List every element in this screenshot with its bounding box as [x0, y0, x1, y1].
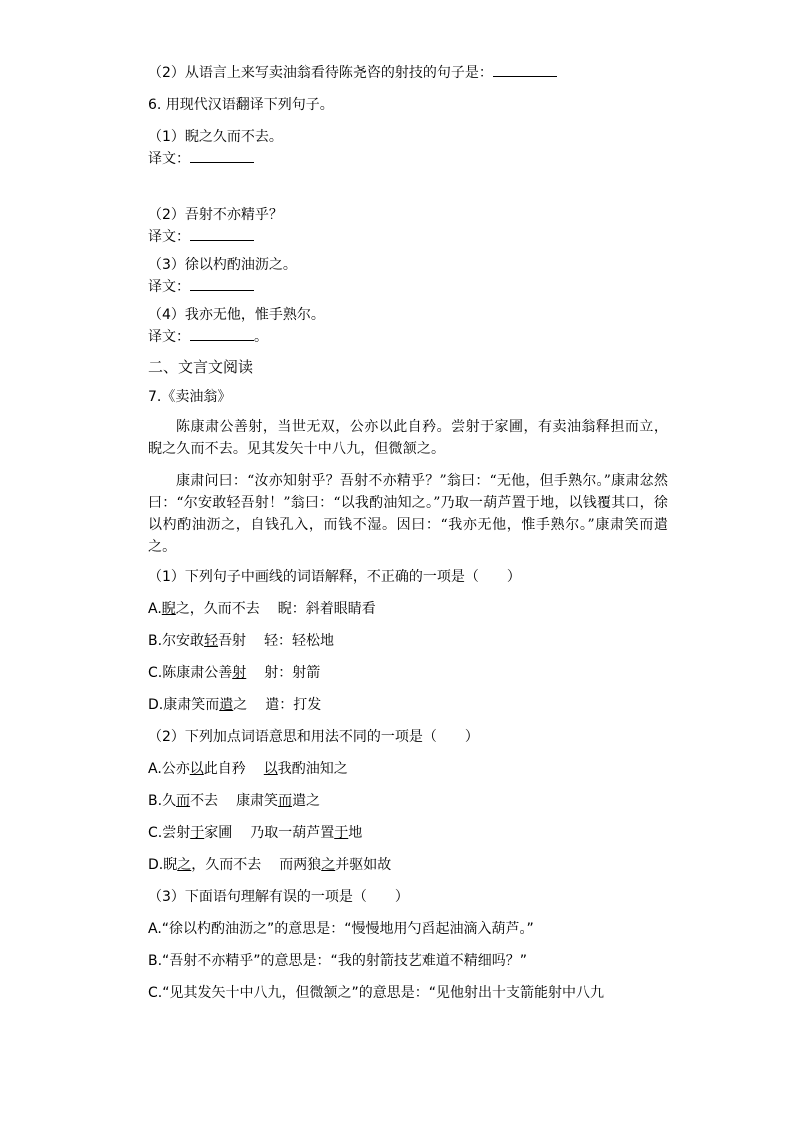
option-sentence: 乃取一葫芦置 [250, 825, 335, 841]
answer-blank[interactable] [493, 62, 557, 77]
option-letter: A. [148, 761, 162, 777]
q7-title: 7.《卖油翁》 [148, 389, 232, 405]
underlined-word: 射 [232, 665, 247, 681]
dotted-word: 而 [278, 793, 293, 809]
q7-sub2-option-d[interactable] [148, 854, 668, 876]
option-sentence: ，久而不去 [191, 857, 262, 873]
dotted-word: 以 [263, 761, 278, 777]
q7-sub3-stem: （3）下面语句理解有误的一项是（ ） [148, 889, 409, 905]
q7-sub1-stem: （1）下列句子中画线的词语解释，不正确的一项是（ ） [148, 569, 521, 585]
option-letter: A. [148, 601, 162, 617]
dotted-word: 之 [321, 857, 336, 873]
q6-title: 6. 用现代汉语翻译下列句子。 [148, 97, 334, 113]
option-sentence: 睨 [163, 857, 178, 873]
q6-answer-1 [148, 148, 668, 170]
dotted-word: 而 [176, 793, 191, 809]
option-sentence: 不去 [190, 793, 219, 809]
option-letter: D. [148, 857, 164, 873]
q7-sub1-option-b[interactable] [148, 630, 668, 652]
q7-sub1-option-a[interactable] [148, 598, 668, 620]
underlined-word: 睨 [161, 601, 176, 617]
answer-blank[interactable] [190, 326, 254, 341]
q6-item-1: （1）睨之久而不去。 [148, 129, 283, 145]
option-explanation: 睨：斜着眼睛看 [277, 601, 376, 617]
section-2-title: 二、文言文阅读 [148, 358, 254, 376]
answer-blank[interactable] [190, 148, 254, 163]
dotted-word: 之 [177, 857, 192, 873]
option-sentence: 家圃 [204, 825, 233, 841]
q7-sub3-option-b[interactable]: B.“吾射不亦精乎”的意思是：“我的射箭技艺难道不精细吗？” [148, 953, 528, 969]
translation-label: 译文： [148, 229, 190, 245]
q7-sub2-option-a[interactable] [148, 758, 668, 780]
option-sentence: 之，久而不去 [175, 601, 260, 617]
passage-paragraph-1: 陈康肃公善射，当世无双，公亦以此自矜。尝射于家圃，有卖油翁释担而立，睨之久而不去。见其发矢十中八九，但微颔之。 [148, 419, 668, 457]
q5-item-2-text: （2）从语言上来写卖油翁看待陈尧咨的射技的句子是： [148, 65, 493, 81]
answer-suffix: 。 [254, 329, 268, 345]
q6-answer-2 [148, 226, 668, 248]
answer-blank[interactable] [190, 226, 254, 241]
q6-item-4: （4）我亦无他，惟手熟尔。 [148, 307, 325, 323]
dotted-word: 以 [189, 761, 204, 777]
option-sentence: 我酌油知之 [277, 761, 348, 777]
dotted-word: 于 [190, 825, 205, 841]
translation-label: 译文： [148, 329, 190, 345]
underlined-word: 遣 [219, 697, 234, 713]
option-letter: B. [148, 633, 163, 649]
option-sentence: 吾射 [218, 633, 247, 649]
option-letter: C. [148, 825, 163, 841]
option-letter: C. [148, 665, 163, 681]
option-letter: D. [148, 697, 164, 713]
option-sentence: 遣之 [292, 793, 321, 809]
option-sentence: 康肃笑 [236, 793, 279, 809]
underlined-word: 轻 [204, 633, 219, 649]
answer-blank[interactable] [190, 276, 254, 291]
option-explanation: 轻：轻松地 [264, 633, 335, 649]
option-sentence: 陈康肃公善 [162, 665, 233, 681]
q7-sub3-option-a[interactable]: A.“徐以杓酌油沥之”的意思是：“慢慢地用勺舀起油滴入葫芦。” [148, 921, 534, 937]
q5-item-2 [148, 62, 668, 84]
q7-sub2-option-b[interactable] [148, 790, 668, 812]
option-sentence: 公亦 [161, 761, 190, 777]
q6-answer-3 [148, 276, 668, 298]
option-sentence: 并驱如故 [335, 857, 392, 873]
option-sentence: 而两狼 [279, 857, 322, 873]
option-explanation: 遣：打发 [265, 697, 322, 713]
option-sentence: 尝射 [162, 825, 191, 841]
q6-item-3: （3）徐以杓酌油沥之。 [148, 257, 297, 273]
translation-label: 译文： [148, 279, 190, 295]
q7-sub2-stem: （2）下列加点词语意思和用法不同的一项是（ ） [148, 729, 479, 745]
option-sentence: 尔安敢 [162, 633, 205, 649]
option-explanation: 射：射箭 [264, 665, 321, 681]
dotted-word: 于 [334, 825, 349, 841]
q6-answer-4 [148, 326, 668, 348]
q7-sub2-option-c[interactable] [148, 822, 668, 844]
translation-label: 译文： [148, 151, 190, 167]
q6-item-2: （2）吾射不亦精乎？ [148, 207, 283, 223]
passage-paragraph-2: 康肃问曰：“汝亦知射乎？吾射不亦精乎？”翁曰：“无他，但手熟尔。”康肃忿然曰：“尔安敢轻吾射！”翁曰：“以我酌油知之。”乃取一葫芦置于地，以钱覆其口，徐以杓酌油沥之，自钱孔入，而钱不湿。因曰：“我亦无他，惟手熟尔。”康肃笑而遣之。 [148, 473, 668, 555]
option-sentence: 久 [162, 793, 177, 809]
option-sentence: 此自矜 [203, 761, 246, 777]
option-letter: B. [148, 793, 163, 809]
worksheet-page [148, 62, 668, 1004]
q7-sub3-option-c[interactable]: C.“见其发矢十中八九，但微颔之”的意思是：“见他射出十支箭能射中八九 [148, 985, 604, 1001]
q7-sub1-option-c[interactable] [148, 662, 668, 684]
q7-sub1-option-d[interactable] [148, 694, 668, 716]
option-sentence: 康肃笑而 [163, 697, 220, 713]
option-sentence: 之 [233, 697, 248, 713]
q7-passage [148, 416, 668, 558]
option-sentence: 地 [348, 825, 363, 841]
